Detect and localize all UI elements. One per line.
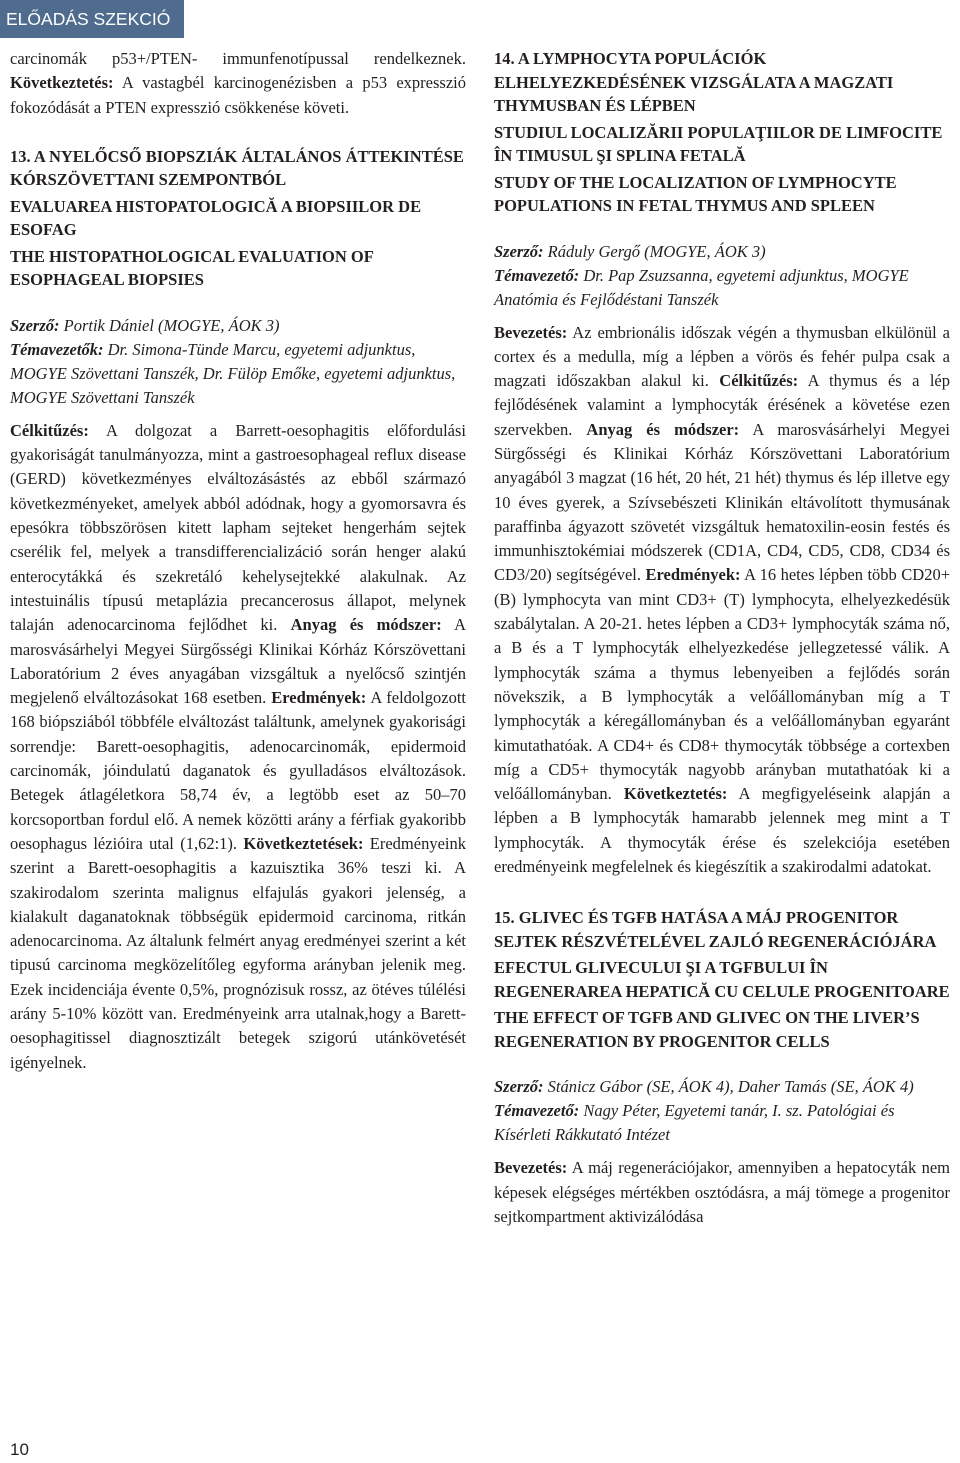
right-column — [494, 47, 950, 1229]
abstract-14 — [494, 47, 950, 879]
abstract-13-title-hu: 13. A NYELŐCSŐ BIOPSZIÁK ÁLTALÁNOS ÁTTEKINTÉSE KÓRSZÖVETTANI SZEMPONTBÓL — [10, 146, 464, 190]
methods-label: Anyag és módszer: — [290, 615, 442, 635]
abstract-14-title-hu: 14. A LYMPHOCYTA POPULÁCIÓK ELHELYEZKEDÉSÉNEK VIZSGÁLATA A MAGZATI THYMUSBAN ÉS LÉPBEN — [494, 49, 894, 115]
abstract-15-title-hu: 15. GLIVEC ÉS TGFB HATÁSA A MÁJ PROGENITOR SEJTEK RÉSZVÉTELÉVEL ZAJLÓ REGENERÁCIÓJÁRA — [494, 908, 937, 951]
results-text: A feldolgozott 168 biópsziából többféle elváltozást találtunk, amelynek gyakorisági sorrendje: Barett-oesophagitis, adenocarcinomák, epidermoid carcinomák, jóindulatú daganatok és gyulladásos elváltozások. Betegek átlagéletkora 58,74 év, a legtöbb eset az 50–70 korcsoportban fordul elő. A nemek közötti arány a férfiak gyakoribb oesophagus lézióira utal (1,62:1). — [10, 688, 467, 853]
abstract-15-title-en: THE EFFECT OF TGFB AND GLIVEC ON THE LIVER’S REGENERATION BY PROGENITOR CELLS — [494, 1008, 920, 1051]
methods-text: A marosvásárhelyi Megyei Sürgősségi Klinikai Kórház Kórszövettani Laboratórium 2 éves anyagában vizsgáltuk a nyelőcső szintjén megjelenő elváltozásokat 168 esetben. — [10, 615, 466, 708]
author-name: Stánicz Gábor (SE, ÁOK 4), Daher Tamás (SE, ÁOK 4) — [547, 1077, 914, 1097]
methods-label: Anyag és módszer: — [586, 419, 740, 439]
abstract-13-supervisors — [10, 338, 466, 410]
intro-text: Az embrionális időszak végén a thymusban elkülönül a cortex és a medulla, míg a lépben a vörös és fehér pulpa csak a magzati időszakban alakul ki. — [494, 322, 950, 391]
aim-text: A thymus és a lép fejlődésének valamint a lymphocyták érésének a követése ezen szervekben. — [494, 371, 950, 439]
abstract-14-author — [494, 240, 950, 264]
aim-label: Célkitűzés: — [10, 420, 89, 440]
section-label: ELŐADÁS SZEKCIÓ — [6, 9, 171, 29]
intro-label: Bevezetés: — [494, 1158, 568, 1178]
abstract-15-author — [494, 1075, 950, 1099]
abstract-14-title-en: STUDY OF THE LOCALIZATION OF LYMPHOCYTE POPULATIONS IN FETAL THYMUS AND SPLEEN — [494, 172, 897, 215]
supervisor-label: Témavezető: — [494, 1101, 580, 1121]
abstract-13-body — [10, 419, 466, 1075]
abstract-14-title-ro: STUDIUL LOCALIZĂRII POPULAŢIILOR DE LIMFOCITE ÎN TIMUSUL ŞI SPLINA FETALĂ — [494, 122, 943, 165]
abstract-15-title-ro: EFECTUL GLIVECULUI ŞI A TGFBULUI ÎN REGENERAREA HEPATICĂ CU CELULE PROGENITOARE — [494, 958, 950, 1001]
conclusion-text: Eredményeink szerint a Barett-oesophagitis a kazuisztika 36% teszi ki. A szakirodalom szerinta malignus elfajulás gyakori jelenség, a kialakult daganatoknak többségük epidermoid carcinoma, ritkán adenocarcinoma. Az általunk felmért anyag eredményei szerint a két tipusú carcinoma megközelítőleg egyforma arányban jelenik meg. Ezek incidenciája évente 0,5%, prognózisuk rossz, az ötéves túlélési arány 5-10% között van. Eredményeink arra utalnak,hogy a Barett- oesophagitissel diagnosztizált betegek szigorú utánkövetését igényelnek. — [10, 833, 466, 1072]
intro-paragraph — [10, 47, 466, 120]
intro-label: Bevezetés: — [494, 322, 568, 342]
author-name: Ráduly Gergő (MOGYE, ÁOK 3) — [547, 241, 766, 261]
abstract-14-supervisors — [494, 264, 950, 312]
abstract-13-title-ro: EVALUAREA HISTOPATOLOGICĂ A BIOPSIILOR DE ESOFAG — [10, 196, 422, 240]
results-label: Eredmények: — [271, 688, 367, 708]
conclusion-label: Következtetések: — [243, 833, 364, 853]
supervisor-names: Dr. Pap Zsuzsanna, egyetemi adjunktus, MOGYE Anatómia és Fejlődéstani Tanszék — [494, 265, 909, 309]
abstract-13-title-en: THE HISTOPATHOLOGICAL EVALUATION OF ESOPHAGEAL BIOPSIES — [10, 246, 374, 290]
conclusion-text: A megfigyeléseink alapján a lépben a B lymphocyták hamarabb jelennek meg mint a T lymphocyták. A thymocyták érése és szelekciója esetében eredményeink megfelelnek és kiegészítik a szakirodalmi adatokat. — [494, 784, 951, 877]
conclusion-label: Következtetés: — [623, 784, 728, 804]
results-text: A 16 hetes lépben több CD20+ (B) lymphocyta van mint CD3+ (T) lymphocyta, elhelyezkedésük szabálytalan. A 20-21. hetes lépben a CD3+ lymphocyták száma nő, a B és a T lymphocyták elhelyezkedése jellegzetessé válik. A lymphocyták száma a thymus lebenyeiben a fejlődés során növekszik, a B lymphocyták a velőállományban míg a T lymphocyták a kéregállományban és a velőállományban egyaránt kimutathatóak. A CD4+ és CD8+ thymocyták többsége a cortexben míg a CD5+ thymocyták nagyobb arányban mutathatóak ki a velőállományban. — [494, 565, 951, 804]
author-label: Szerző: — [494, 1077, 544, 1097]
intro-label: Következtetés: — [10, 73, 114, 93]
author-label: Szerző: — [10, 315, 60, 335]
abstract-15-supervisors — [494, 1099, 950, 1147]
abstract-13 — [10, 145, 466, 1075]
supervisor-label: Témavezető: — [494, 265, 580, 285]
aim-text: A dolgozat a Barrett-oesophagitis előfordulási gyakoriságát tanulmányozza, mint a gastroesophageal reflux disease (GERD) következményes elváltozásástés az ebből származó következményeket, amelyek abból adódnak, hogy a gyomorsavra és epesókra többszörösen kitett lapham sejteket hengerhám sejtek cserélik fel, melyek a transdifferencializáció során henger alakú enterocytákká és szekretáló kehelysejtekké alakulnak. Az intestuinális típusú metaplázia precancerosus állapot, melynek talaján adenocarcinoma fejlődhet ki. — [10, 420, 466, 635]
author-name: Portik Dániel (MOGYE, ÁOK 3) — [63, 315, 280, 335]
results-label: Eredmények: — [645, 565, 741, 585]
supervisor-names: Nagy Péter, Egyetemi tanár, I. sz. Patológiai és Kísérleti Rákkutató Intézet — [494, 1101, 895, 1145]
abstract-14-body — [494, 321, 950, 880]
aim-label: Célkitűzés: — [719, 371, 799, 391]
author-label: Szerző: — [494, 241, 544, 261]
intro-text: A máj regenerációjakor, amennyiben a hepatocyták nem képesek elégséges mértékben osztódásra, a máj tömege a progenitor sejtkompartment aktivizálódása — [494, 1158, 951, 1226]
intro-text: carcinomák p53+/PTEN- immunfenotípussal rendelkeznek. — [10, 49, 466, 68]
page-number: 10 — [10, 1440, 29, 1459]
abstract-13-author — [10, 314, 466, 338]
supervisor-names: Dr. Simona-Tünde Marcu, egyetemi adjunktus, MOGYE Szövettani Tanszék, Dr. Fülöp Emőke, egyetemi adjunktus, MOGYE Szövettani Tanszék — [10, 339, 456, 407]
intro-rest: A vastagbél karcinogenézisben a p53 expresszió fokozódását a PTEN expresszió csökkenése követi. — [10, 73, 466, 117]
section-header — [0, 0, 184, 38]
supervisor-label: Témavezetők: — [10, 339, 104, 359]
methods-text: A marosvásárhelyi Megyei Sürgősségi és Klinikai Kórház Kórszövettani Laboratórium anyagából 3 magzat (16 hét, 20 hét, 21 hét) thymus és lép illetve egy 10 éves gyerek, a Szívsebészeti Klinikán eltávolított thymusának paraffinba ágyazott szövetét vizsgáltuk hematoxilin-eosin festés és immunhisztokémiai módszerek (CD1A, CD4, CD5, CD8, CD34 és CD3/20) segítségével. — [494, 419, 950, 585]
abstract-15-body — [494, 1156, 950, 1229]
abstract-15 — [494, 906, 950, 1229]
left-column — [10, 47, 466, 1075]
